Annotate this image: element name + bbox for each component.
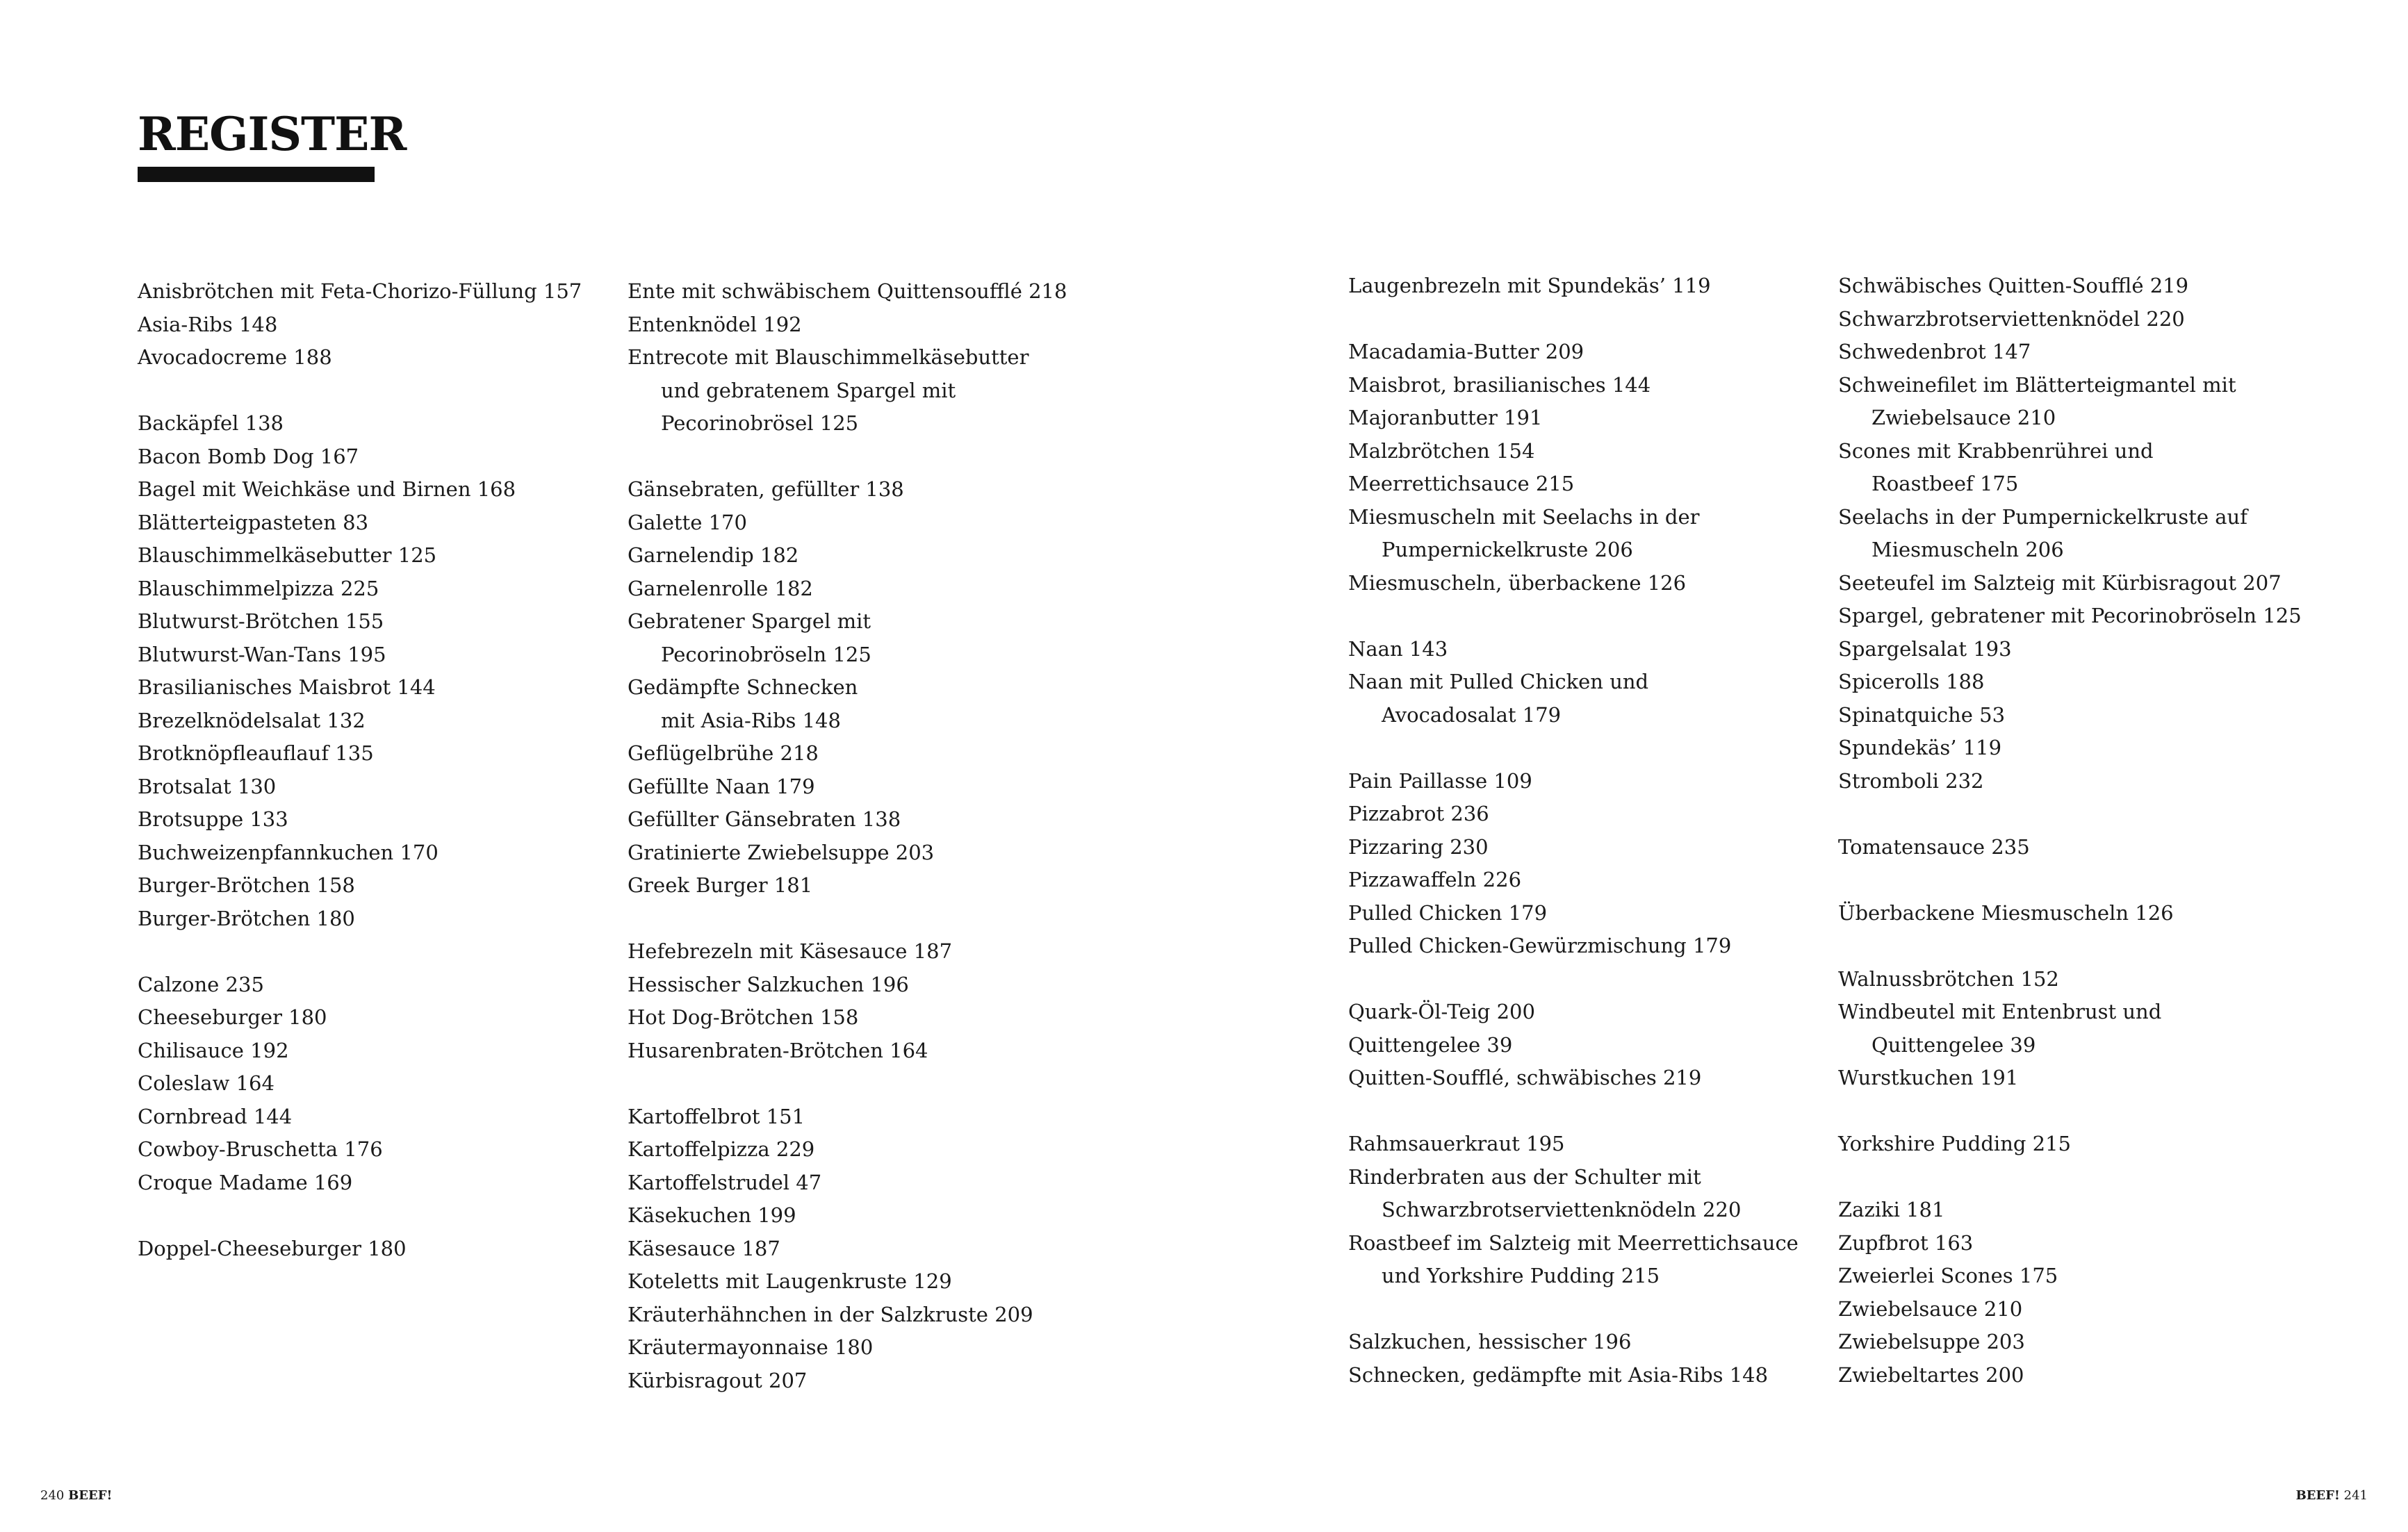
index-entry-text: Zupfbrot 163 (1838, 1230, 1974, 1255)
index-entry-text: Blätterteigpasteten 83 (138, 510, 369, 534)
index-entry-text: Calzone 235 (138, 972, 264, 996)
letter-group-gap (1348, 963, 1807, 996)
index-entry-text: Kartoffelstrudel 47 (628, 1170, 822, 1194)
index-entry (138, 308, 596, 342)
index-entry-text: Pain Paillasse 109 (1348, 768, 1532, 793)
index-entry (628, 837, 1086, 870)
index-entry-text: Koteletts mit Laugenkruste 129 (628, 1269, 952, 1293)
index-entry (628, 869, 1086, 903)
index-entry (1348, 996, 1807, 1029)
index-entry-text: Buchweizenpfannkuchen 170 (138, 840, 439, 864)
index-entry (628, 275, 1086, 308)
index-entry (628, 1167, 1086, 1200)
index-entry (138, 275, 596, 308)
index-entry-text: Seelachs in der Pumpernickelkruste auf (1838, 504, 2247, 529)
index-entry (1838, 996, 2297, 1062)
index-entry (628, 1133, 1086, 1167)
index-entry-text: Kartoffelpizza 229 (628, 1137, 815, 1161)
brand-right: BEEF! (2295, 1488, 2340, 1503)
index-entry (1348, 864, 1807, 897)
index-entry-text: Quark-Öl-Teig 200 (1348, 1000, 1535, 1023)
index-entry-text: Stromboli 232 (1838, 768, 1984, 793)
index-entry (138, 407, 596, 440)
index-entry (1838, 765, 2297, 798)
index-entry-text: Croque Madame 169 (138, 1170, 353, 1194)
page-number-left: 240 (40, 1488, 65, 1503)
index-entry (138, 737, 596, 771)
index-entry-text: Hessischer Salzkuchen 196 (628, 972, 909, 996)
index-entry-text: Rahmsauerkraut 195 (1348, 1132, 1565, 1155)
index-entry (1348, 1128, 1807, 1161)
letter-group-gap (138, 374, 596, 408)
index-entry-text: Spargel, gebratener mit Pecorinobröseln 125 (1838, 604, 2302, 627)
index-entry (138, 506, 596, 540)
index-entry-text: Gebratener Spargel mit (628, 609, 871, 633)
index-entry-continuation: und Yorkshire Pudding 215 (1382, 1264, 1660, 1287)
index-entry-text: Gefüllte Naan 179 (628, 774, 815, 798)
index-entry-text: Bacon Bomb Dog 167 (138, 444, 359, 468)
index-entry (628, 671, 1086, 737)
index-entry (1348, 1326, 1807, 1359)
index-entry (138, 1101, 596, 1134)
index-entry (1838, 567, 2297, 600)
index-entry-text: Gedämpfte Schnecken (628, 675, 858, 699)
index-entry-text: Laugenbrezeln mit Spundekäs’ 119 (1348, 274, 1711, 297)
index-entry-text: Gänsebraten, gefüllter 138 (628, 477, 904, 501)
index-entry (138, 1067, 596, 1101)
index-entry-text: Macadamia-Butter 209 (1348, 340, 1584, 363)
index-entry (138, 1167, 596, 1200)
index-entry-text: Ente mit schwäbischem Quittensoufflé 218 (628, 279, 1067, 303)
index-entry (1838, 1359, 2297, 1392)
index-entry-text: Maisbrot, brasilianisches 144 (1348, 372, 1651, 397)
index-entry-text: Greek Burger 181 (628, 873, 813, 897)
index-entry (1348, 567, 1807, 600)
index-entry-text: Entenknödel 192 (628, 312, 802, 336)
index-entry-text: Gratinierte Zwiebelsuppe 203 (628, 840, 935, 864)
index-entry-text: Salzkuchen, hessischer 196 (1348, 1330, 1632, 1353)
index-entry-text: Pulled Chicken-Gewürzmischung 179 (1348, 934, 1732, 957)
index-entry (628, 1265, 1086, 1299)
letter-group-gap (1348, 732, 1807, 765)
index-entry (1838, 1194, 2297, 1227)
index-entry-text: Roastbeef im Salzteig mit Meerrettichsauce (1348, 1230, 1799, 1255)
index-entry (138, 440, 596, 474)
index-entry (628, 803, 1086, 837)
index-entry-text: Hot Dog-Brötchen 158 (628, 1005, 859, 1029)
index-entry (628, 573, 1086, 606)
index-entry-text: Hefebrezeln mit Käsesauce 187 (628, 939, 953, 963)
index-entry (1838, 1227, 2297, 1260)
index-entry-text: Cornbread 144 (138, 1104, 293, 1128)
index-entry (138, 1035, 596, 1068)
index-entry (1838, 336, 2297, 369)
index-entry (1348, 831, 1807, 864)
index-entry (1838, 501, 2297, 567)
index-entry-text: Brotknöpfleauflauf 135 (138, 741, 374, 765)
index-entry-text: Miesmuscheln, überbackene 126 (1348, 570, 1687, 595)
letter-group-gap (1838, 930, 2297, 963)
index-entry-text: Schwarzbrotserviettenknödel 220 (1838, 306, 2185, 331)
index-entry-continuation: Miesmuscheln 206 (1871, 538, 2064, 561)
index-entry (1838, 435, 2297, 501)
index-entry-text: Asia-Ribs 148 (138, 312, 278, 336)
index-entry (138, 671, 596, 705)
index-entry-text: Spinatquiche 53 (1838, 702, 2006, 727)
index-entry-text: Brotsuppe 133 (138, 807, 288, 831)
index-entry (628, 1001, 1086, 1035)
index-entry-text: Spicerolls 188 (1838, 670, 1985, 693)
letter-group-gap (628, 440, 1086, 474)
index-entry-text: Yorkshire Pudding 215 (1838, 1132, 2072, 1155)
letter-group-gap (1348, 1293, 1807, 1326)
page-title: REGISTER (138, 107, 407, 161)
index-entry (138, 573, 596, 606)
letter-group-gap (1838, 864, 2297, 897)
index-entry (1348, 1161, 1807, 1227)
index-column-4 (1838, 270, 2302, 1392)
index-entry-continuation: Pecorinobrösel 125 (661, 411, 859, 435)
index-entry (1838, 963, 2297, 996)
index-entry (1838, 1260, 2297, 1293)
index-entry (1348, 1227, 1807, 1293)
letter-group-gap (1838, 798, 2297, 831)
index-entry-text: Galette 170 (628, 510, 747, 534)
index-entry (1348, 765, 1807, 798)
index-entry (138, 639, 596, 672)
index-entry-text: Cowboy-Bruschetta 176 (138, 1137, 383, 1161)
index-entry-text: Burger-Brötchen 180 (138, 906, 355, 930)
index-entry (628, 473, 1086, 506)
index-entry (1838, 831, 2297, 864)
index-entry (628, 605, 1086, 671)
index-entry-text: Entrecote mit Blauschimmelkäsebutter (628, 345, 1029, 369)
index-entry-text: Burger-Brötchen 158 (138, 873, 355, 897)
index-entry (628, 737, 1086, 771)
index-entry-text: Käsesauce 187 (628, 1236, 780, 1260)
index-entry (628, 1035, 1086, 1068)
index-entry (628, 1233, 1086, 1266)
index-entry (1838, 600, 2302, 633)
index-entry-text: Husarenbraten-Brötchen 164 (628, 1038, 928, 1062)
index-entry-text: Spundekäs’ 119 (1838, 736, 2002, 759)
brand-left: BEEF! (68, 1488, 113, 1503)
index-entry-text: Zwiebelsauce 210 (1838, 1296, 2023, 1321)
index-entry (628, 1199, 1086, 1233)
index-entry (1838, 699, 2297, 732)
index-entry-text: Malzbrötchen 154 (1348, 438, 1535, 463)
letter-group-gap (1348, 600, 1807, 633)
index-entry (138, 771, 596, 804)
index-entry (1838, 666, 2297, 699)
index-entry-text: Wurstkuchen 191 (1838, 1066, 2019, 1089)
index-entry-text: Käsekuchen 199 (628, 1203, 796, 1227)
index-entry (1838, 369, 2297, 435)
index-entry-text: Tomatensauce 235 (1838, 834, 2030, 859)
index-entry (1838, 303, 2297, 336)
index-entry-text: Bagel mit Weichkäse und Birnen 168 (138, 477, 516, 501)
index-entry (138, 473, 596, 506)
index-entry-text: Brotsalat 130 (138, 774, 277, 798)
index-entry-text: Kürbisragout 207 (628, 1368, 808, 1392)
index-entry-text: Pizzabrot 236 (1348, 802, 1489, 825)
index-entry (628, 308, 1086, 342)
folio-right (2296, 1488, 2368, 1504)
index-entry (628, 1101, 1086, 1134)
index-entry-text: Blutwurst-Wan-Tans 195 (138, 642, 386, 666)
index-entry-text: Naan mit Pulled Chicken und (1348, 670, 1649, 693)
index-entry (628, 771, 1086, 804)
index-entry (1348, 468, 1807, 501)
index-entry (628, 935, 1086, 969)
index-entry-text: Avocadocreme 188 (138, 345, 332, 369)
index-entry (138, 539, 596, 573)
index-entry (1348, 930, 1807, 963)
index-entry-continuation: Avocadosalat 179 (1382, 702, 1562, 727)
letter-group-gap (1838, 1161, 2297, 1194)
index-entry (1348, 897, 1807, 930)
index-entry (138, 1133, 596, 1167)
index-entry (1838, 1062, 2297, 1095)
index-entry-text: Pizzaring 230 (1348, 834, 1489, 859)
index-entry-text: Coleslaw 164 (138, 1071, 275, 1095)
index-entry-text: Blauschimmelpizza 225 (138, 576, 379, 600)
index-entry-continuation: Schwarzbrotserviettenknödeln 220 (1382, 1198, 1742, 1221)
index-entry-text: Zweierlei Scones 175 (1838, 1264, 2058, 1287)
index-entry-text: Zwiebeltartes 200 (1838, 1362, 2024, 1387)
index-entry (1348, 435, 1807, 468)
index-entry (1838, 633, 2297, 666)
letter-group-gap (1348, 1095, 1807, 1128)
index-entry-text: Meerrettichsauce 215 (1348, 472, 1575, 495)
title-underline (138, 167, 375, 182)
letter-group-gap (138, 935, 596, 969)
index-entry-text: Windbeutel mit Entenbrust und (1838, 1000, 2162, 1023)
index-entry-text: Doppel-Cheeseburger 180 (138, 1236, 407, 1260)
index-entry (138, 969, 596, 1002)
index-entry-text: Schweinefilet im Blätterteigmantel mit (1838, 372, 2236, 397)
letter-group-gap (1838, 1095, 2297, 1128)
index-entry (1838, 270, 2297, 303)
index-entry (1348, 402, 1807, 435)
index-entry-text: Blauschimmelkäsebutter 125 (138, 543, 437, 567)
index-column-3 (1348, 270, 1807, 1392)
index-entry (1348, 1062, 1807, 1095)
index-entry-text: Chilisauce 192 (138, 1038, 289, 1062)
index-entry-text: Blutwurst-Brötchen 155 (138, 609, 384, 633)
index-entry-continuation: Pumpernickelkruste 206 (1382, 538, 1633, 561)
index-entry-text: Kräuterhähnchen in der Salzkruste 209 (628, 1302, 1033, 1326)
index-entry (628, 1365, 1086, 1398)
index-entry-text: Brezelknödelsalat 132 (138, 708, 366, 732)
index-entry-text: Kräutermayonnaise 180 (628, 1335, 874, 1359)
index-entry-text: Gefüllter Gänsebraten 138 (628, 807, 901, 831)
index-entry-text: Schwedenbrot 147 (1838, 340, 2031, 363)
index-entry (628, 1299, 1086, 1332)
index-entry-continuation: Roastbeef 175 (1871, 472, 2019, 495)
index-entry-text: Cheeseburger 180 (138, 1005, 327, 1029)
index-entry (628, 1331, 1086, 1365)
index-entry-text: Naan 143 (1348, 636, 1448, 661)
index-entry (138, 803, 596, 837)
index-entry-text: Überbackene Miesmuscheln 126 (1838, 900, 2174, 925)
index-entry (138, 1233, 596, 1266)
index-entry (1348, 1029, 1807, 1062)
index-entry-text: Garnelenrolle 182 (628, 576, 813, 600)
index-entry (628, 969, 1086, 1002)
index-entry-text: Quitten-Soufflé, schwäbisches 219 (1348, 1066, 1702, 1089)
index-entry (1348, 633, 1807, 666)
index-entry (1838, 1128, 2297, 1161)
index-entry (1348, 798, 1807, 831)
index-entry (138, 341, 596, 374)
folio-left (40, 1488, 112, 1504)
index-entry-text: Kartoffelbrot 151 (628, 1104, 805, 1128)
index-entry-continuation: mit Asia-Ribs 148 (661, 708, 841, 732)
index-entry (138, 869, 596, 903)
index-entry-text: Anisbrötchen mit Feta-Chorizo-Füllung 157 (138, 279, 582, 303)
index-entry-text: Schwäbisches Quitten-Soufflé 219 (1838, 274, 2189, 297)
index-entry (138, 1001, 596, 1035)
index-entry-text: Pizzawaffeln 226 (1348, 868, 1522, 891)
index-entry (1348, 336, 1807, 369)
index-entry-text: Geflügelbrühe 218 (628, 741, 819, 765)
index-entry-text: Zwiebelsuppe 203 (1838, 1330, 2025, 1353)
letter-group-gap (138, 1199, 596, 1233)
index-entry-text: Rinderbraten aus der Schulter mit (1348, 1164, 1701, 1189)
index-entry (1348, 501, 1807, 567)
index-entry (1838, 732, 2297, 765)
index-entry-text: Miesmuscheln mit Seelachs in der (1348, 504, 1700, 529)
index-entry-text: Majoranbutter 191 (1348, 406, 1543, 429)
index-entry (1348, 666, 1807, 732)
index-entry-continuation: Quittengelee 39 (1871, 1032, 2036, 1057)
index-entry-text: Quittengelee 39 (1348, 1032, 1513, 1057)
index-entry-text: Schnecken, gedämpfte mit Asia-Ribs 148 (1348, 1362, 1769, 1387)
index-entry-text: Seeteufel im Salzteig mit Kürbisragout 207 (1838, 570, 2282, 595)
letter-group-gap (1348, 303, 1807, 336)
index-column-1 (138, 275, 596, 1265)
letter-group-gap (628, 1067, 1086, 1101)
index-column-2 (628, 275, 1086, 1397)
index-entry-text: Brasilianisches Maisbrot 144 (138, 675, 436, 699)
index-entry (138, 705, 596, 738)
index-entry-text: Zaziki 181 (1838, 1198, 1945, 1221)
page-number-right: 241 (2343, 1488, 2368, 1503)
index-entry (628, 341, 1086, 440)
index-entry-text: Garnelendip 182 (628, 543, 799, 567)
index-entry (138, 837, 596, 870)
index-entry-text: Spargelsalat 193 (1838, 636, 2012, 661)
index-entry (1348, 369, 1807, 402)
index-entry-text: Walnussbrötchen 152 (1838, 966, 2059, 991)
letter-group-gap (628, 903, 1086, 936)
index-entry (628, 506, 1086, 540)
index-entry-text: Pulled Chicken 179 (1348, 900, 1548, 925)
index-entry (1838, 1326, 2297, 1359)
index-entry (1348, 1359, 1807, 1392)
index-entry-text: Backäpfel 138 (138, 411, 284, 435)
index-entry-continuation: Pecorinobröseln 125 (661, 642, 871, 666)
index-entry-text: Scones mit Krabbenrührei und (1838, 438, 2154, 463)
index-entry (1838, 897, 2297, 930)
index-entry-continuation: und gebratenem Spargel mit (661, 378, 956, 402)
index-entry (1838, 1293, 2297, 1326)
index-entry (138, 605, 596, 639)
index-entry (138, 903, 596, 936)
index-entry (1348, 270, 1807, 303)
index-entry (628, 539, 1086, 573)
index-entry-continuation: Zwiebelsauce 210 (1871, 406, 2056, 429)
